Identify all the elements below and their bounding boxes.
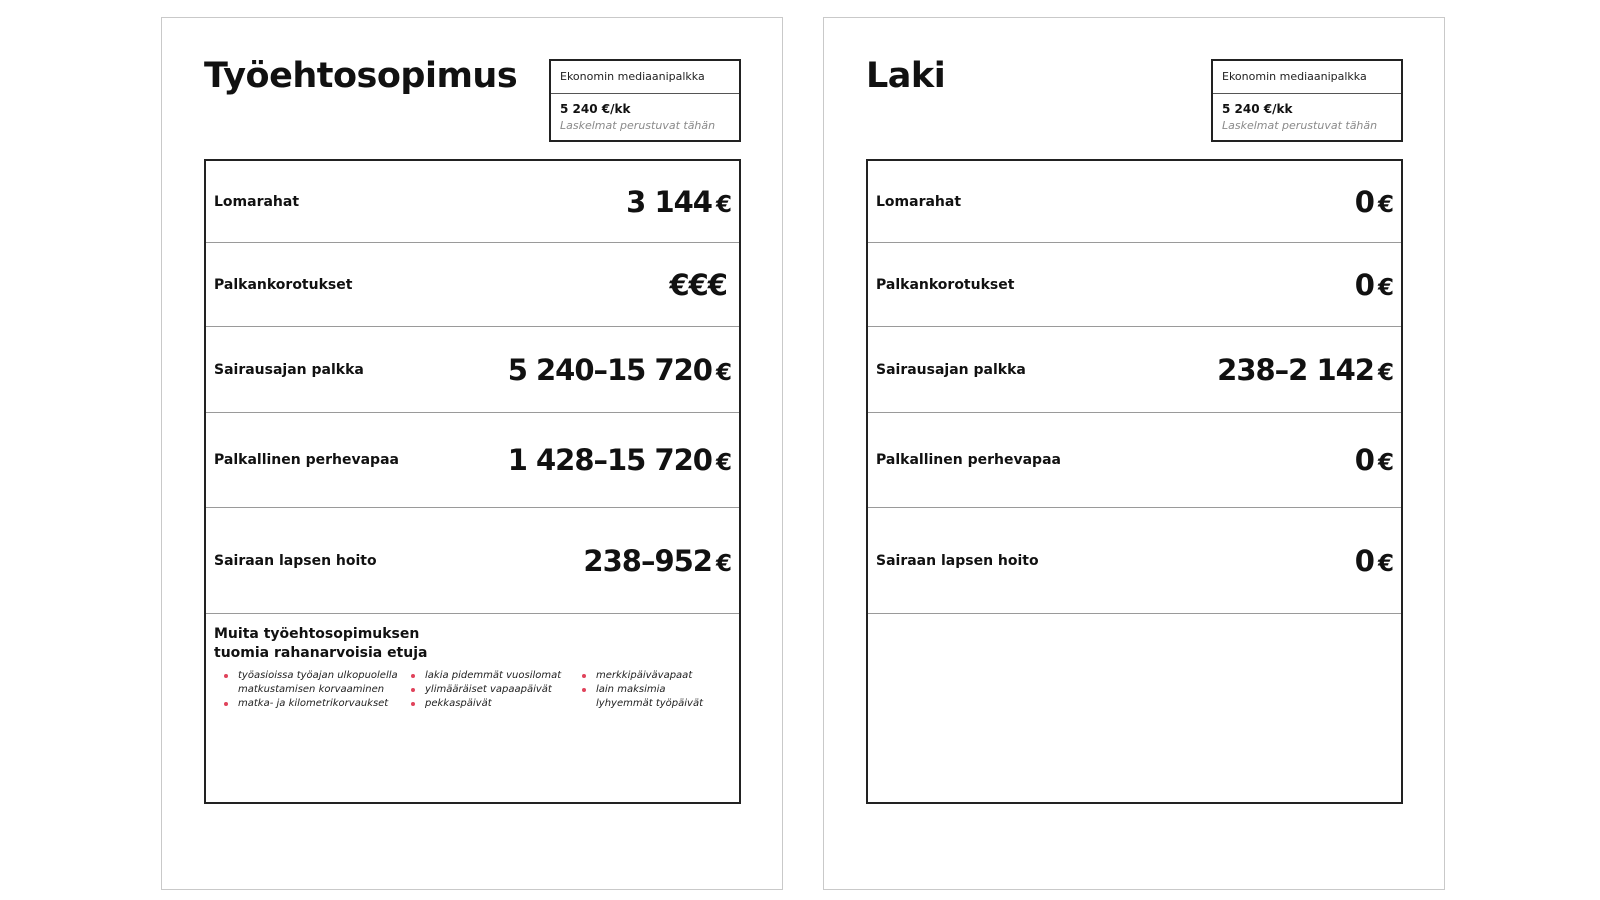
info-value: 5 240 €/kk	[1222, 102, 1293, 116]
row-value: 3 144 €	[626, 184, 731, 219]
row-value: 1 428–15 720 €	[507, 443, 731, 477]
table-row	[206, 243, 739, 327]
page-title: Laki	[866, 56, 946, 96]
page-collective-agreement	[161, 17, 783, 890]
list-item: merkkipäivävapaat	[572, 669, 722, 683]
table-row	[206, 508, 739, 614]
benefits-list	[401, 669, 572, 711]
table-row	[868, 327, 1401, 413]
row-value: €€€	[669, 267, 727, 302]
row-label: Sairausajan palkka	[876, 361, 1026, 378]
info-note: Laskelmat perustuvat tähän	[1222, 119, 1378, 132]
list-item: pekkaspäivät	[401, 697, 572, 711]
row-label: Sairaan lapsen hoito	[876, 552, 1039, 569]
info-note: Laskelmat perustuvat tähän	[560, 119, 716, 132]
row-label: Palkallinen perhevapaa	[876, 452, 1061, 468]
benefits-list	[214, 669, 401, 711]
row-value: 238–952 €	[583, 543, 731, 578]
other-benefits	[214, 625, 734, 711]
info-heading: Ekonomin mediaanipalkka	[551, 61, 739, 94]
row-value: 0 €	[1354, 443, 1393, 477]
table-row	[868, 413, 1401, 508]
list-item: lain maksimia lyhyemmät työpäivät	[572, 683, 722, 711]
info-value: 5 240 €/kk	[560, 102, 631, 116]
other-benefits-title: Muita työehtosopimuksen tuomia rahanarvoisia etuja	[214, 626, 428, 661]
row-label: Palkankorotukset	[214, 276, 353, 293]
table-row	[206, 413, 739, 508]
table-row	[868, 161, 1401, 243]
info-heading: Ekonomin mediaanipalkka	[1213, 61, 1401, 94]
benefits-table	[866, 159, 1403, 804]
row-label: Sairausajan palkka	[214, 361, 364, 378]
row-label: Palkallinen perhevapaa	[214, 452, 399, 468]
list-item: matka- ja kilometrikorvaukset	[214, 697, 401, 711]
median-salary-box	[549, 59, 741, 142]
table-row	[868, 508, 1401, 614]
row-value: 0 €	[1354, 267, 1393, 302]
list-item: ylimääräiset vapaapäivät	[401, 683, 572, 697]
page-title: Työehtosopimus	[204, 56, 518, 96]
benefits-table	[204, 159, 741, 804]
page-law	[823, 17, 1445, 890]
benefits-list	[572, 669, 722, 711]
row-value: 238–2 142 €	[1217, 352, 1393, 387]
row-value: 0 €	[1354, 184, 1393, 219]
list-item: työasioissa työajan ulkopuolella matkustamisen korvaaminen	[214, 669, 401, 697]
table-row	[868, 243, 1401, 327]
row-label: Palkankorotukset	[876, 276, 1015, 293]
row-value: 5 240–15 720 €	[507, 352, 731, 387]
row-value: 0 €	[1354, 543, 1393, 578]
row-label: Sairaan lapsen hoito	[214, 552, 377, 569]
median-salary-box	[1211, 59, 1403, 142]
row-label: Lomarahat	[214, 193, 300, 210]
row-label: Lomarahat	[876, 193, 962, 210]
list-item: lakia pidemmät vuosilomat	[401, 669, 572, 683]
table-row	[206, 161, 739, 243]
table-row	[206, 327, 739, 413]
